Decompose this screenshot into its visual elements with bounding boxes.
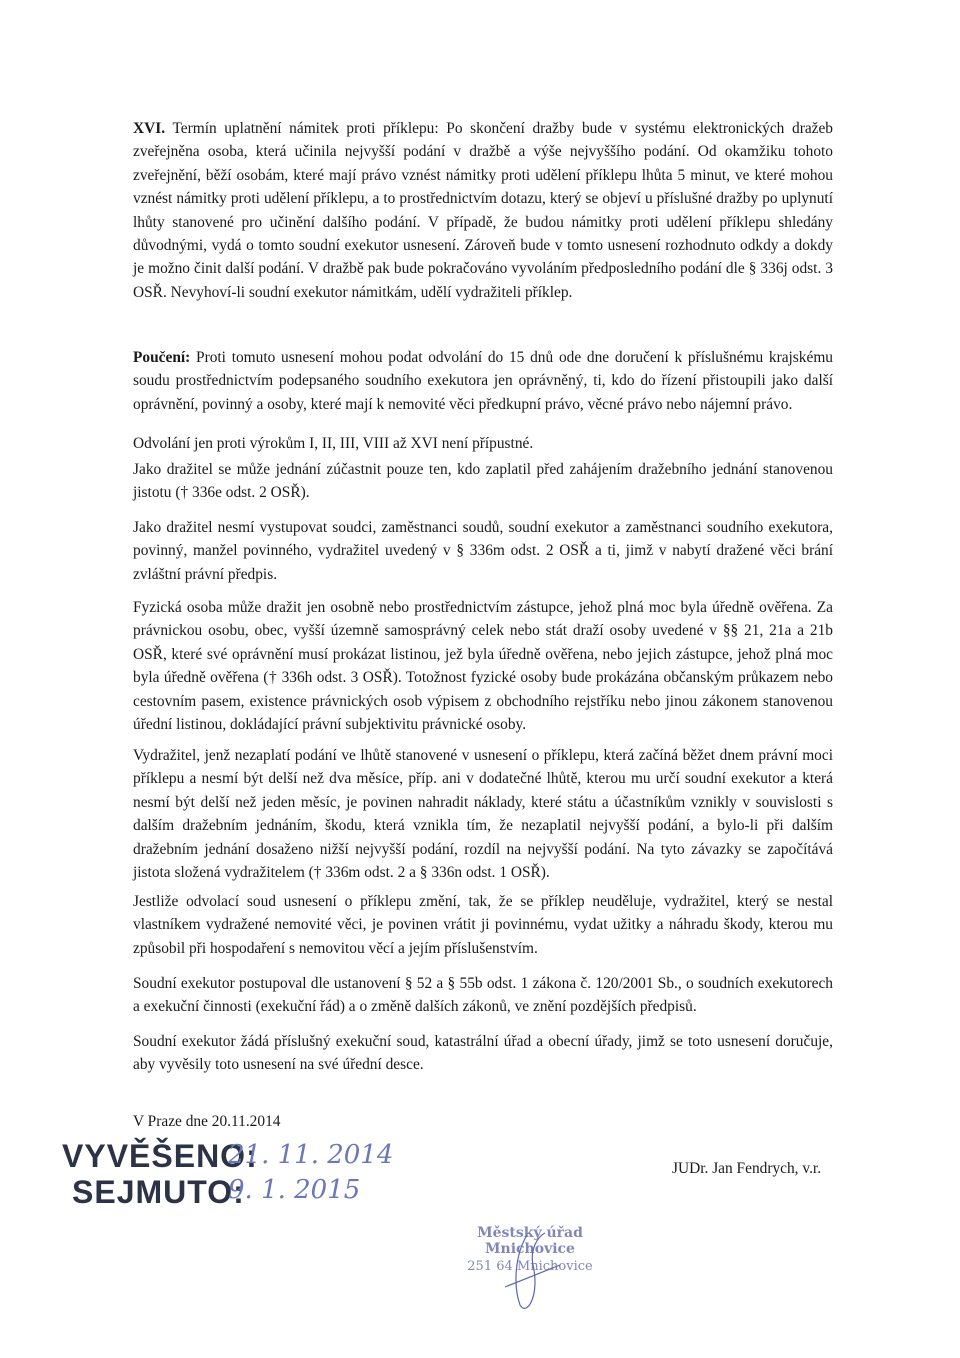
paragraph-vydrazitel: Vydražitel, jenž nezaplatí podání ve lhůtě stanovené v usnesení o příklepu, která začíná běžet dnem právní moci příklepu a nesmí být delší než dva měsíce, příp. ani v dodatečné lhůtě, kterou mu určí soudní exekutor a která nesmí být delší než jeden měsíc, je povinen nahradit náklady, které státu a účastníkům vznikly v souvislosti s dalším dražebním jednáním, škodu, která vznikla tím, že nezaplatil nejvyšší podání, a bylo-li při dalším dražebním jednání dosaženo nižší nejvyšší podání, rozdíl na nejvyšší podání. Na tyto závazky se započítává jistota složená vydražitelem († 336m odst. 2 a § 336n odst. 1 OSŘ).: [133, 747, 833, 882]
poucenie-label: Poučení:: [133, 349, 191, 366]
office-stamp-line2: 251 64 Mnichovice: [467, 1259, 593, 1274]
office-stamp-line1: Městský úřad Mnichovice: [477, 1225, 583, 1257]
paragraph-xvi: [133, 117, 833, 304]
stamp-vyveseno: VYVĚŠENO:: [62, 1138, 258, 1174]
signature: JUDr. Jan Fendrych, v.r.: [672, 1160, 822, 1177]
date-line: V Praze dne 20.11.2014: [133, 1113, 281, 1130]
paragraph-zada: Soudní exekutor žádá příslušný exekuční soud, katastrální úřad a obecní úřady, jimž se toto usnesení doručuje, aby vyvěsily toto usnesení na své úřední desce.: [133, 1033, 833, 1074]
xvi-label: XVI.: [133, 120, 166, 137]
office-stamp: [445, 1225, 615, 1315]
xvi-text: Termín uplatnění námitek proti příklepu: Po skončení dražby bude v systému elektronických dražeb zveřejněna osoba, která učinila nejvyšší podání v dražbě a výše nejvyššího podání. Od okamžiku tohoto zveřejnění, běží osobám, které mají právo vznést námitky proti udělení příklepu lhůta 5 minut, ve které mohou vznést námitky proti udělení příklepu, a to prostřednictvím dotazu, který se objeví u příslušné dražby po uplynutí lhůty stanovené pro učinění dalšího podání. V případě, že budou námitky proti udělení příklepu shledány důvodnými, vydá o tomto soudní exekutor usnesení. Zároveň bude v tomto usnesení rozhodnuto odkdy a dokdy je možno činit další podání. V dražbě pak bude pokračováno vyvoláním předposledního podání dle § 336j odst. 3 OSŘ. Nevyhoví-li soudní exekutor námitkám, udělí vydražiteli příklep.: [133, 120, 834, 301]
paragraph-postupoval: Soudní exekutor postupoval dle ustanovení § 52 a § 55b odst. 1 zákona č. 120/2001 Sb., o soudních exekutorech a exekuční činnosti (exekuční řád) a o změně dalších zákonů, ve znění pozdějších předpisů.: [133, 975, 833, 1016]
paragraph-jestlize: Jestliže odvolací soud usnesení o příklepu změní, tak, že se příklep neuděluje, vydražitel, který se nestal vlastníkem vydražené nemovité věci, je povinen vrátit ji povinnému, vydat užitky a náhradu škody, kterou mu způsobil při hospodaření s nemovitou věcí a jejím příslušenstvím.: [133, 893, 833, 957]
poucenie-text: Proti tomuto usnesení mohou podat odvolání do 15 dnů ode dne doručení k příslušnému krajskému soudu prostřednictvím podepsaného soudního exekutora jen oprávněný, ti, kdo do řízení přistoupili jako další oprávnění, povinný a osoby, které mají k nemovité věci předkupní právo, věcné právo nebo nájemní právo.: [133, 349, 833, 413]
paragraph-jistota: Jako dražitel se může jednání zúčastnit pouze ten, kdo zaplatil před zahájením dražebního jednání stanovenou jistotu († 336e odst. 2 OSŘ).: [133, 461, 833, 502]
signature-scribble-icon: [445, 1225, 615, 1315]
paragraph-odvolani: Odvolání jen proti výrokům I, II, III, VIII až XVI není přípustné.: [133, 435, 534, 452]
handwritten-sejmuto-date: 9. 1. 2015: [228, 1175, 361, 1205]
paragraph-poucenie: [133, 346, 833, 416]
stamp-sejmuto: SEJMUTO:: [72, 1174, 245, 1210]
paragraph-fyzicka: Fyzická osoba může dražit jen osobně nebo prostřednictvím zástupce, jehož plná moc byla úředně ověřena. Za právnickou osobu, obec, vyšší územně samosprávný celek nebo stát draží osoby uvedené v §§ 21, 21a a 21b OSŘ, které své oprávnění musí prokázat listinou, jež byla úředně ověřena, nebo jejich zástupce, jehož plná moc byla úředně ověřena († 336h odst. 3 OSŘ). Totožnost fyzické osoby bude prokázána občanským průkazem nebo cestovním pasem, existence právnických osob výpisem z obchodního rejstříku nebo jinou zákonem stanovenou úřední listinou, dokládající právní subjektivitu právnické osoby.: [133, 599, 833, 734]
handwritten-vyveseno-date: 21. 11. 2014: [228, 1140, 394, 1170]
paragraph-nesmi: Jako dražitel nesmí vystupovat soudci, zaměstnanci soudů, soudní exekutor a zaměstnanci soudního exekutora, povinný, manžel povinného, vydražitel uvedený v § 336m odst. 2 OSŘ a ti, jimž v nabytí dražené věci brání zvláštní právní předpis.: [133, 519, 833, 583]
